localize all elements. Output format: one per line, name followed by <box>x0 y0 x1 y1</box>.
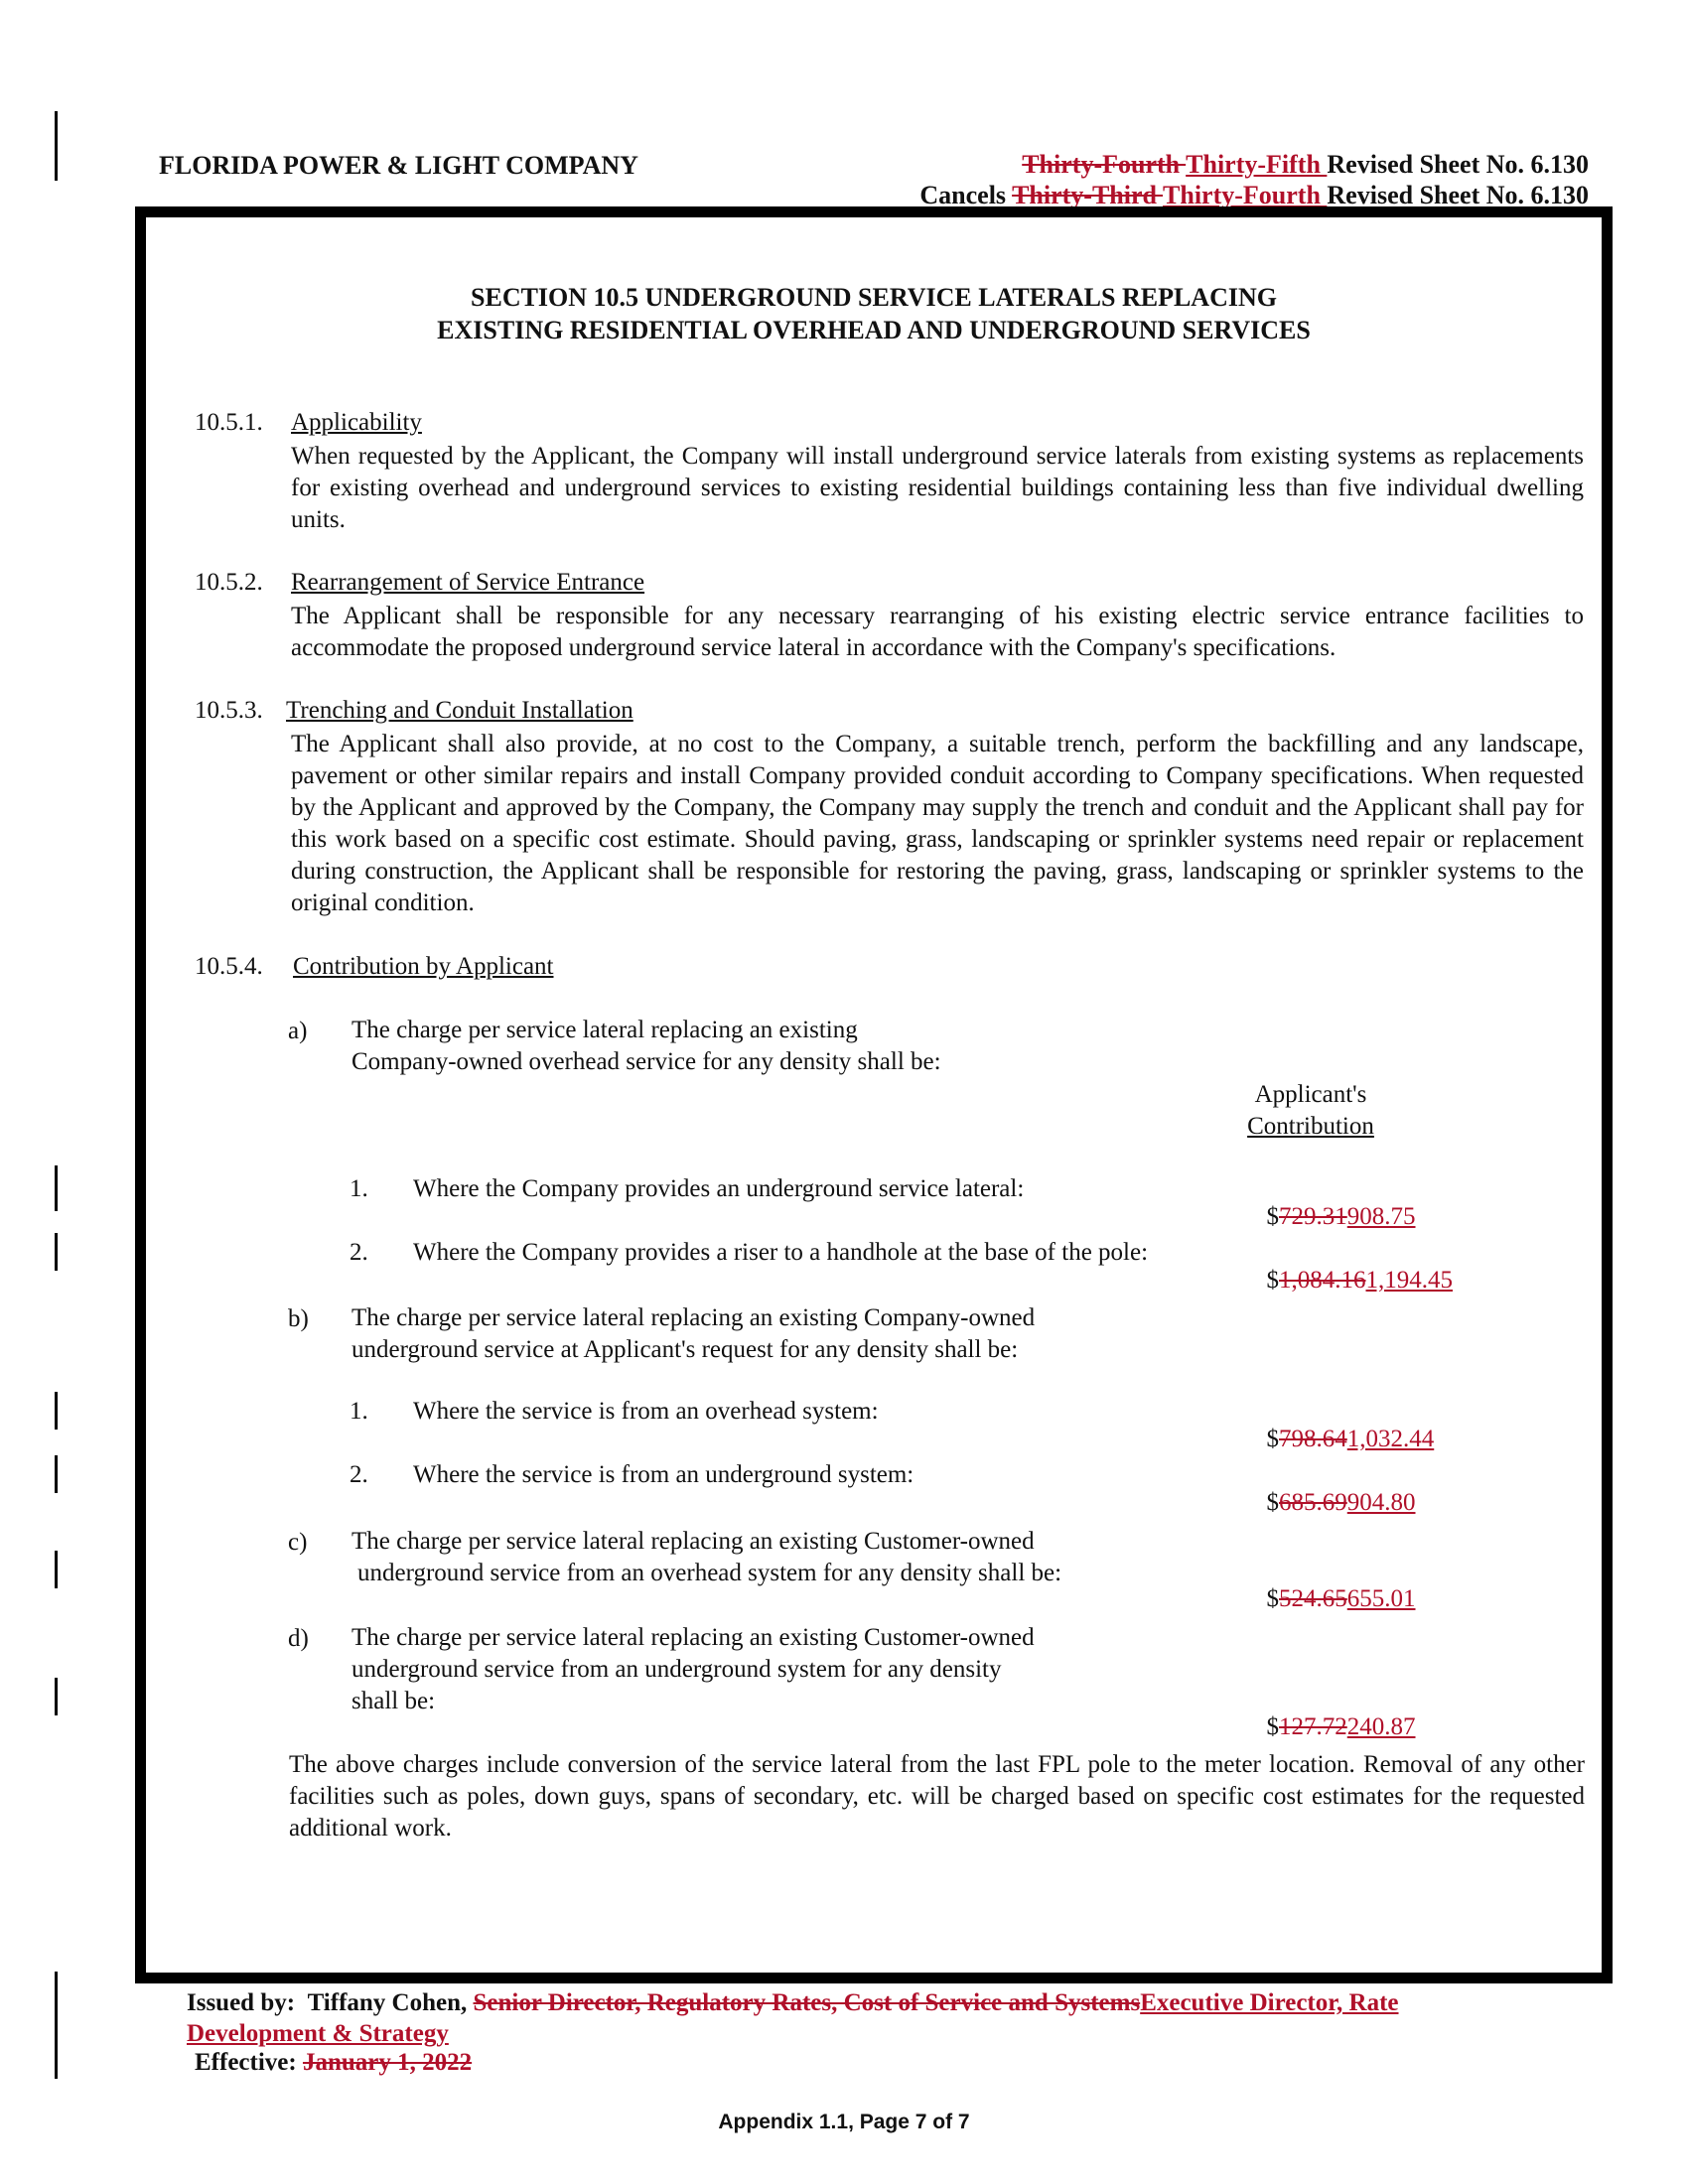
item-line: underground service from an underground system for any density <box>352 1656 1002 1683</box>
paragraph-title: Trenching and Conduit Installation <box>286 697 633 724</box>
change-bar <box>55 1392 58 1430</box>
contribution-column-header <box>1241 1079 1380 1143</box>
new-amount: 240.87 <box>1346 1713 1416 1740</box>
effective-date-deleted: January 1, 2022 <box>302 2049 473 2076</box>
subitem-number: 1. <box>350 1398 368 1425</box>
charge-amount <box>1254 1461 1416 1517</box>
old-amount: 729.31 <box>1279 1203 1347 1230</box>
item-line: underground service at Applicant's request for any density shall be: <box>352 1336 1019 1363</box>
item-description <box>352 1015 941 1078</box>
issued-by <box>187 1987 1537 2049</box>
subitem-text: Where the service is from an underground system: <box>413 1461 914 1488</box>
paragraph-number: 10.5.1. <box>195 409 263 436</box>
item-line: underground service from an overhead system for any density shall be: <box>357 1560 1062 1586</box>
item-letter: d) <box>288 1625 309 1652</box>
currency-symbol: $ <box>1266 1585 1279 1612</box>
item-line: Company-owned overhead service for any density shall be: <box>352 1048 941 1075</box>
cancels-rest: Revised Sheet No. 6.130 <box>1327 181 1589 209</box>
new-amount: 908.75 <box>1346 1203 1416 1230</box>
column-header-line: Contribution <box>1247 1113 1374 1140</box>
item-letter: a) <box>288 1018 308 1044</box>
change-bar <box>55 1455 58 1493</box>
item-letter: b) <box>288 1305 309 1332</box>
item-description <box>352 1526 1061 1589</box>
subitem-text: Where the Company provides a riser to a handhole at the base of the pole: <box>413 1239 1149 1266</box>
new-amount: 1,032.44 <box>1346 1426 1435 1452</box>
item-description <box>352 1302 1035 1366</box>
item-line: shall be: <box>352 1688 436 1714</box>
issuer-name: Tiffany Cohen <box>307 1989 462 2016</box>
section-title-line: SECTION 10.5 UNDERGROUND SERVICE LATERALS REPLACING <box>471 283 1277 312</box>
issuer-title-inserted: Executive Director, Rate <box>1140 1989 1399 2016</box>
appendix-page-label: Appendix 1.1, Page 7 of 7 <box>718 2111 970 2133</box>
currency-symbol: $ <box>1266 1267 1279 1294</box>
subitem-text: Where the Company provides an underground service lateral: <box>413 1175 1025 1202</box>
issuer-title-inserted: Development & Strategy <box>187 2020 449 2047</box>
charge-amount <box>1254 1175 1416 1231</box>
cancels-line <box>907 151 1589 210</box>
charge-amount <box>1254 1558 1416 1613</box>
currency-symbol: $ <box>1266 1713 1279 1740</box>
issued-label: Issued by: <box>187 1989 296 2016</box>
charge-amount <box>1254 1686 1416 1741</box>
cancels-prefix: Cancels <box>919 181 1013 209</box>
currency-symbol: $ <box>1266 1489 1279 1516</box>
charge-amount <box>1254 1239 1453 1295</box>
item-line: The charge per service lateral replacing an existing <box>352 1017 858 1043</box>
old-amount: 685.69 <box>1279 1489 1347 1516</box>
currency-symbol: $ <box>1266 1426 1279 1452</box>
new-amount: 1,194.45 <box>1365 1267 1453 1294</box>
issuer-separator: , <box>461 1989 474 2016</box>
cancels-deleted: Thirty-Third <box>1012 181 1164 209</box>
paragraph-title: Applicability <box>291 409 422 436</box>
sheet-number-rest: Revised Sheet No. 6.130 <box>1327 150 1589 179</box>
change-bar <box>55 111 58 181</box>
change-bar <box>55 1233 58 1271</box>
old-amount: 127.72 <box>1279 1713 1347 1740</box>
subitem-number: 2. <box>350 1461 368 1488</box>
section-title <box>149 281 1599 346</box>
item-letter: c) <box>288 1529 308 1556</box>
paragraph-text: The Applicant shall be responsible for any necessary rearranging of his existing electric service entrance facilities to accommodate the proposed underground service lateral in accordance with the Company's specifications. <box>291 603 1584 661</box>
change-bar <box>55 1165 58 1211</box>
subitem-number: 2. <box>350 1239 368 1266</box>
effective-label: Effective: <box>195 2049 297 2076</box>
item-line: The charge per service lateral replacing an existing Company-owned <box>352 1304 1036 1331</box>
item-line: The charge per service lateral replacing an existing Customer-owned <box>352 1528 1035 1555</box>
closing-note: The above charges include conversion of the service lateral from the last FPL pole to the meter location. Removal of any other facilities such as poles, down guys, spans of secondary, etc. will be charged based on specific cost estimates for the requested additional work. <box>289 1751 1585 1842</box>
currency-symbol: $ <box>1266 1203 1279 1230</box>
sheet-number-deleted: Thirty-Fourth <box>1022 150 1187 179</box>
section-title-line: EXISTING RESIDENTIAL OVERHEAD AND UNDERGROUND SERVICES <box>437 316 1311 344</box>
issuer-title-deleted: Senior Director, Regulatory Rates, Cost of Service and Systems <box>473 1989 1141 2016</box>
change-bar <box>55 1551 58 1588</box>
old-amount: 524.65 <box>1279 1585 1347 1612</box>
change-bar <box>55 1678 58 1715</box>
item-description <box>352 1622 1035 1717</box>
company-name: FLORIDA POWER & LIGHT COMPANY <box>159 151 638 180</box>
cancels-inserted: Thirty-Fourth <box>1163 181 1328 209</box>
column-header-line: Applicant's <box>1254 1081 1367 1108</box>
paragraph-text: The Applicant shall also provide, at no cost to the Company, a suitable trench, perform the backfilling and any landscape, pavement or other similar repairs and install Company provided conduit according to Company specifications. When requested by the Applicant and approved by the Company, the Company may supply the trench and conduit and the Applicant shall pay for this work based on a specific cost estimate. Should paving, grass, landscaping or sprinkler systems need repair or replacement during construction, the Applicant shall be responsible for restoring the paving, grass, landscaping or sprinkler systems to the original condition. <box>291 731 1584 916</box>
paragraph-number: 10.5.4. <box>195 953 263 980</box>
old-amount: 798.64 <box>1279 1426 1347 1452</box>
paragraph-title: Rearrangement of Service Entrance <box>291 569 645 596</box>
paragraph-text: When requested by the Applicant, the Company will install underground service laterals from existing systems as replacements for existing overhead and underground services to existing residential buildings containing less than five individual dwelling units. <box>291 443 1584 533</box>
new-amount: 904.80 <box>1346 1489 1416 1516</box>
effective-date <box>195 2049 472 2077</box>
item-line: The charge per service lateral replacing an existing Customer-owned <box>352 1624 1035 1651</box>
paragraph-title: Contribution by Applicant <box>293 953 554 980</box>
sheet-number-inserted: Thirty-Fifth <box>1186 150 1328 179</box>
new-amount: 655.01 <box>1346 1585 1416 1612</box>
change-bar <box>55 1972 58 2079</box>
paragraph-number: 10.5.3. <box>195 697 263 724</box>
subitem-text: Where the service is from an overhead system: <box>413 1398 879 1425</box>
subitem-number: 1. <box>350 1175 368 1202</box>
old-amount: 1,084.16 <box>1279 1267 1366 1294</box>
paragraph-number: 10.5.2. <box>195 569 263 596</box>
charge-amount <box>1254 1398 1434 1453</box>
